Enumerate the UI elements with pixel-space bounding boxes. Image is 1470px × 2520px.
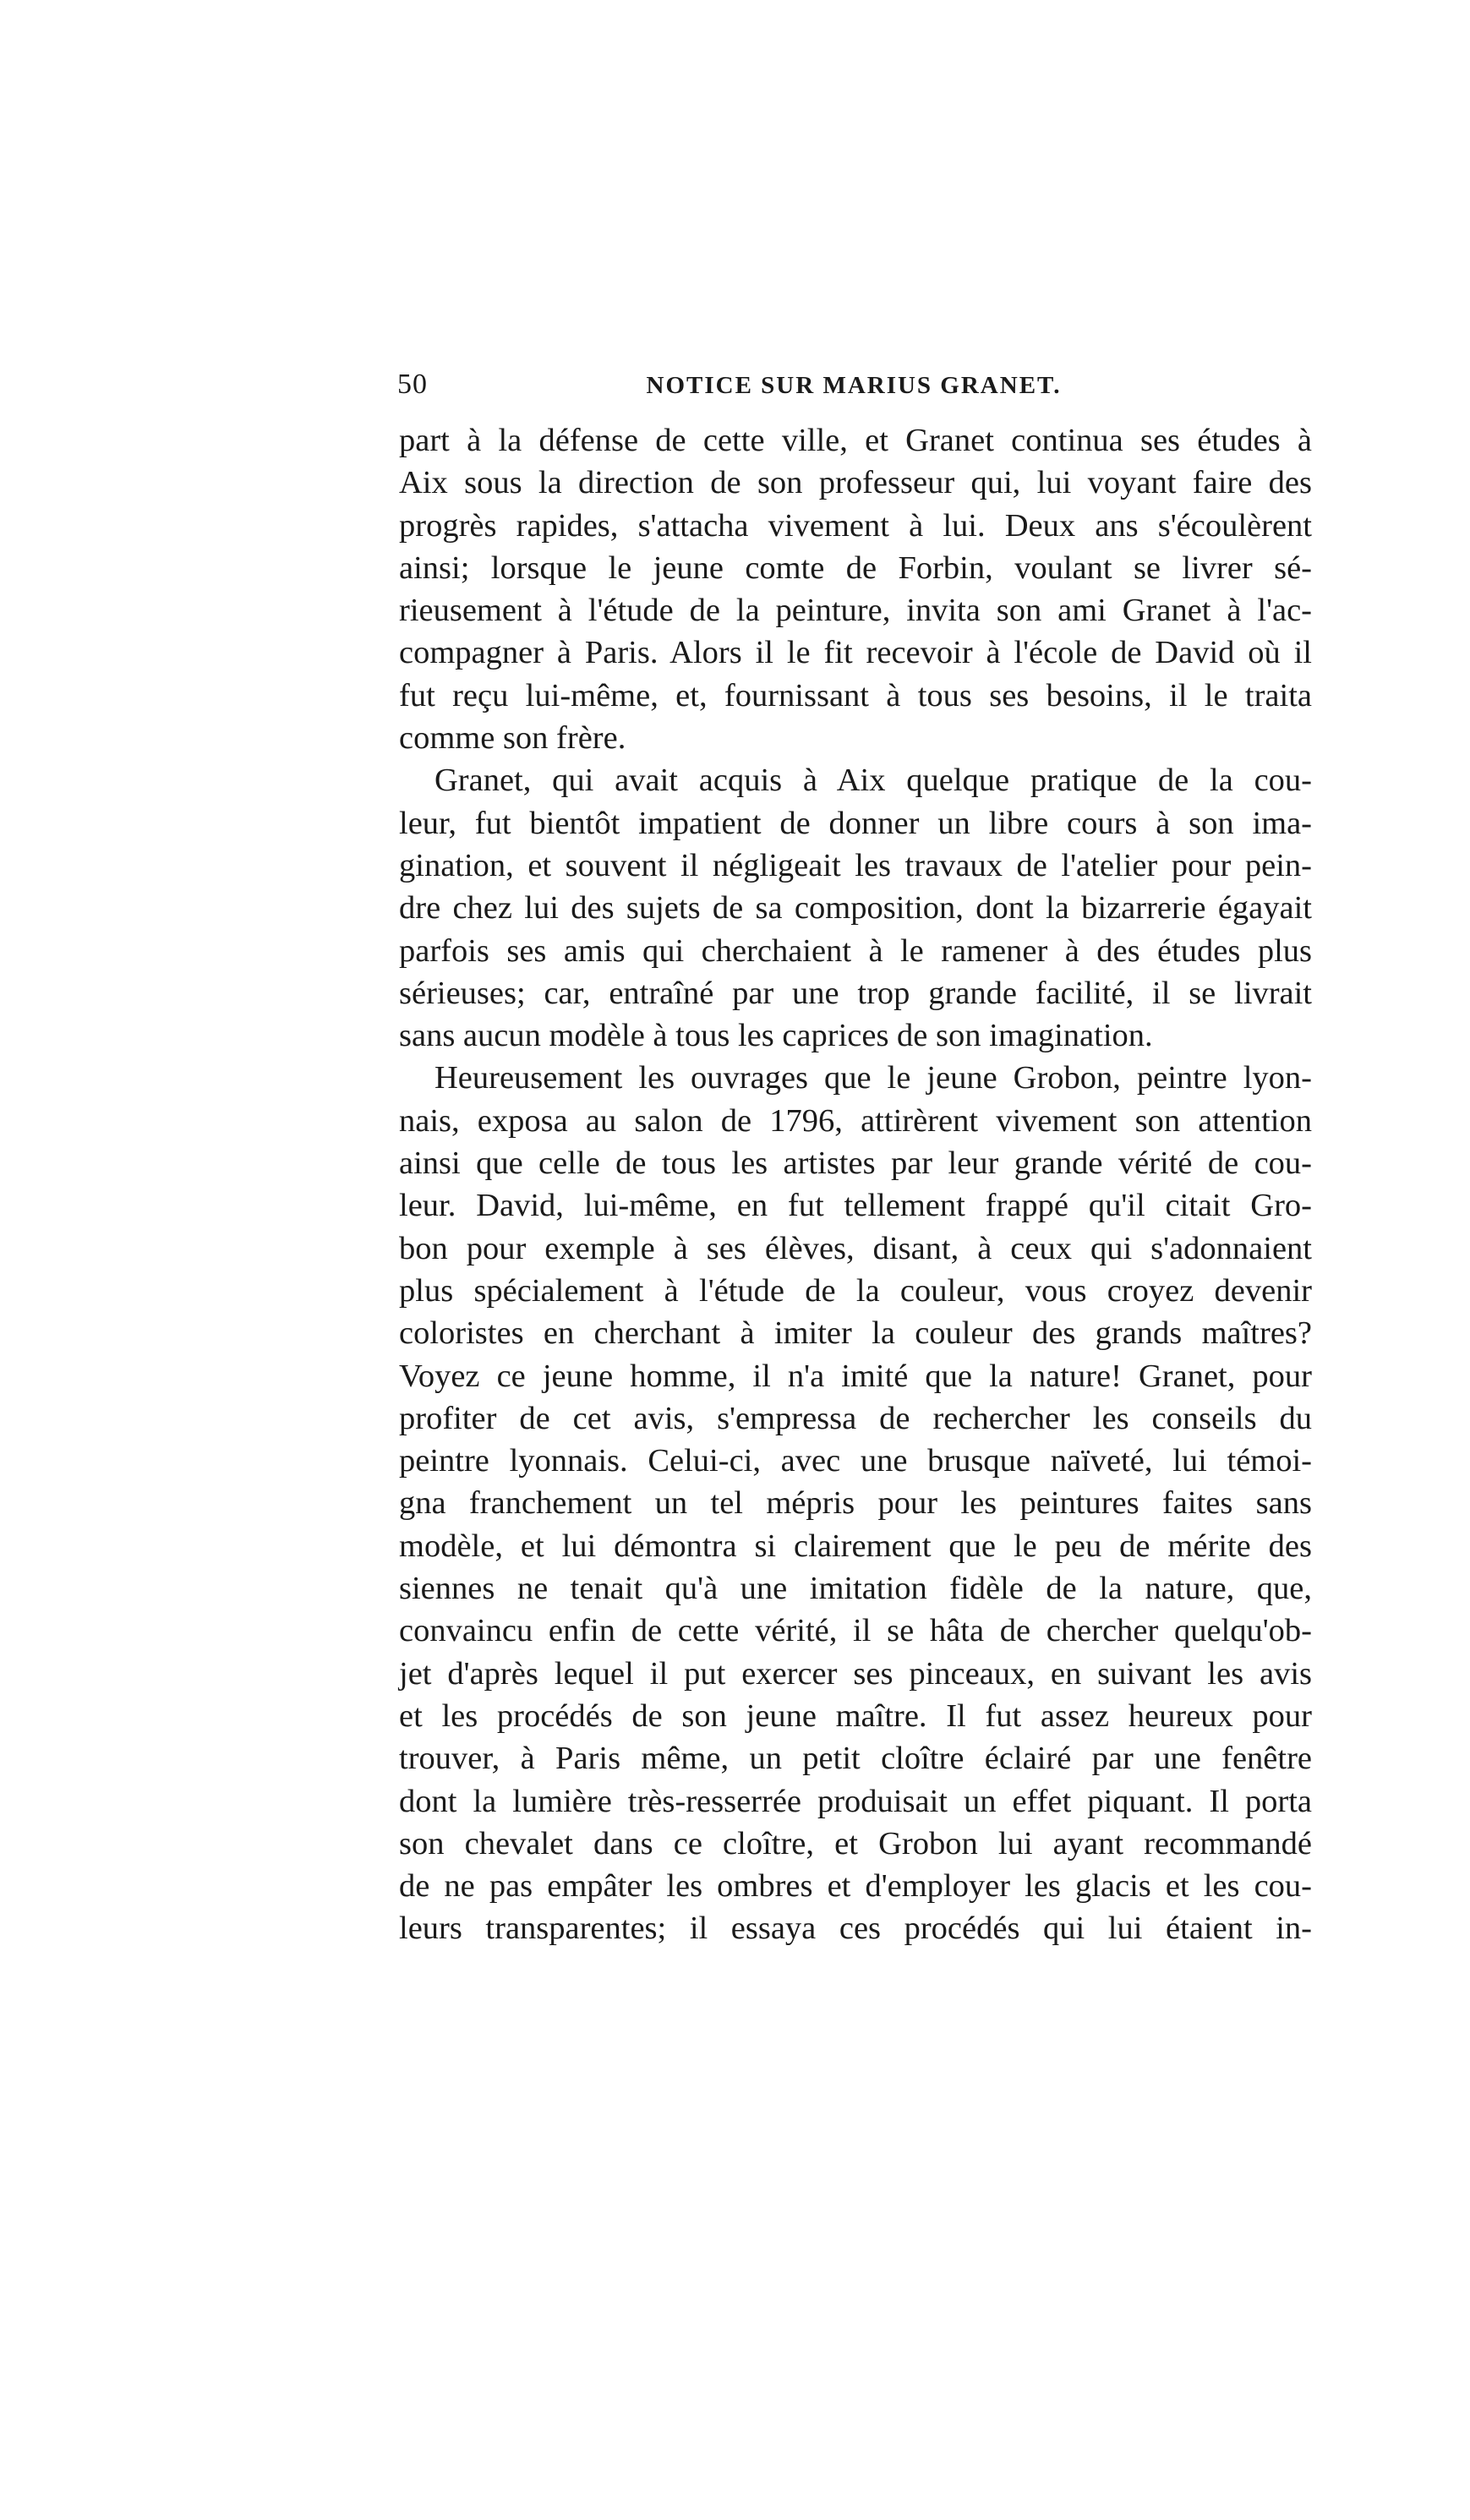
text-line: Granet, qui avait acquis à Aix quelque pratique de la cou- xyxy=(434,763,1312,799)
text-line: compagner à Paris. Alors il le fit recevoir à l'école de David où il xyxy=(399,635,1312,671)
text-line: plus spécialement à l'étude de la couleur, vous croyez devenir xyxy=(399,1272,1312,1309)
text-line: trouver, à Paris même, un petit cloître éclairé par une fenêtre xyxy=(399,1741,1312,1777)
text-line: coloristes en cherchant à imiter la couleur des grands maîtres? xyxy=(399,1315,1312,1352)
text-line: ainsi que celle de tous les artistes par leur grande vérité de cou- xyxy=(399,1145,1312,1182)
text-line: jet d'après lequel il put exercer ses pinceaux, en suivant les avis xyxy=(399,1655,1312,1692)
text-line: siennes ne tenait qu'à une imitation fidèle de la nature, que, xyxy=(399,1571,1312,1607)
text-line: modèle, et lui démontra si clairement que le peu de mérite des xyxy=(399,1528,1312,1564)
running-title: NOTICE SUR MARIUS GRANET. xyxy=(646,372,1062,399)
text-line: Aix sous la direction de son professeur qui, lui voyant faire des xyxy=(399,465,1312,501)
text-line: son chevalet dans ce cloître, et Grobon lui ayant recommandé xyxy=(399,1825,1312,1861)
text-line: comme son frère. xyxy=(399,720,626,757)
text-line: Voyez ce jeune homme, il n'a imité que la nature! Granet, pour xyxy=(399,1358,1312,1394)
paragraph-2 xyxy=(399,759,1312,1057)
text-line: gination, et souvent il négligeait les travaux de l'atelier pour pein- xyxy=(399,847,1312,883)
text-line: sérieuses; car, entraîné par une trop grande facilité, il se livrait xyxy=(399,975,1312,1011)
page-number: 50 xyxy=(397,369,428,400)
text-line: de ne pas empâter les ombres et d'employer les glacis et les cou- xyxy=(399,1868,1312,1905)
text-line: leurs transparentes; il essaya ces procédés qui lui étaient in- xyxy=(399,1910,1312,1947)
text-line: dont la lumière très-resserrée produisait un effet piquant. Il porta xyxy=(399,1783,1312,1819)
text-line: gna franchement un tel mépris pour les peintures faites sans xyxy=(399,1485,1312,1522)
text-line: rieusement à l'étude de la peinture, invita son ami Granet à l'ac- xyxy=(399,593,1312,629)
text-line: nais, exposa au salon de 1796, attirèrent vivement son attention xyxy=(399,1102,1312,1139)
text-line: et les procédés de son jeune maître. Il fut assez heureux pour xyxy=(399,1697,1312,1734)
text-line: parfois ses amis qui cherchaient à le ramener à des études plus xyxy=(399,932,1312,969)
text-line: fut reçu lui-même, et, fournissant à tous ses besoins, il le traita xyxy=(399,677,1312,713)
paragraph-3 xyxy=(399,1057,1312,1949)
text-line: leur, fut bientôt impatient de donner un libre cours à son ima- xyxy=(399,805,1312,841)
text-line: Heureusement les ouvrages que le jeune Grobon, peintre lyon- xyxy=(434,1060,1312,1096)
text-line: convaincu enfin de cette vérité, il se hâta de chercher quelqu'ob- xyxy=(399,1613,1312,1649)
text-line: peintre lyonnais. Celui-ci, avec une brusque naïveté, lui témoi- xyxy=(399,1443,1312,1479)
text-line: sans aucun modèle à tous les caprices de son imagination. xyxy=(399,1018,1153,1054)
text-line: part à la défense de cette ville, et Granet continua ses études à xyxy=(399,423,1312,458)
text-line: leur. David, lui-même, en fut tellement frappé qu'il citait Gro- xyxy=(399,1188,1312,1224)
page-header xyxy=(397,369,1310,411)
text-line: profiter de cet avis, s'empressa de rechercher les conseils du xyxy=(399,1400,1312,1436)
text-line: bon pour exemple à ses élèves, disant, à ceux qui s'adonnaient xyxy=(399,1230,1312,1266)
paragraph-1 xyxy=(399,419,1312,759)
text-line: dre chez lui des sujets de sa composition, dont la bizarrerie égayait xyxy=(399,890,1312,927)
text-line: progrès rapides, s'attacha vivement à lui. Deux ans s'écoulèrent xyxy=(399,507,1312,544)
body-text xyxy=(399,419,1312,1950)
text-line: ainsi; lorsque le jeune comte de Forbin, voulant se livrer sé- xyxy=(399,549,1312,586)
